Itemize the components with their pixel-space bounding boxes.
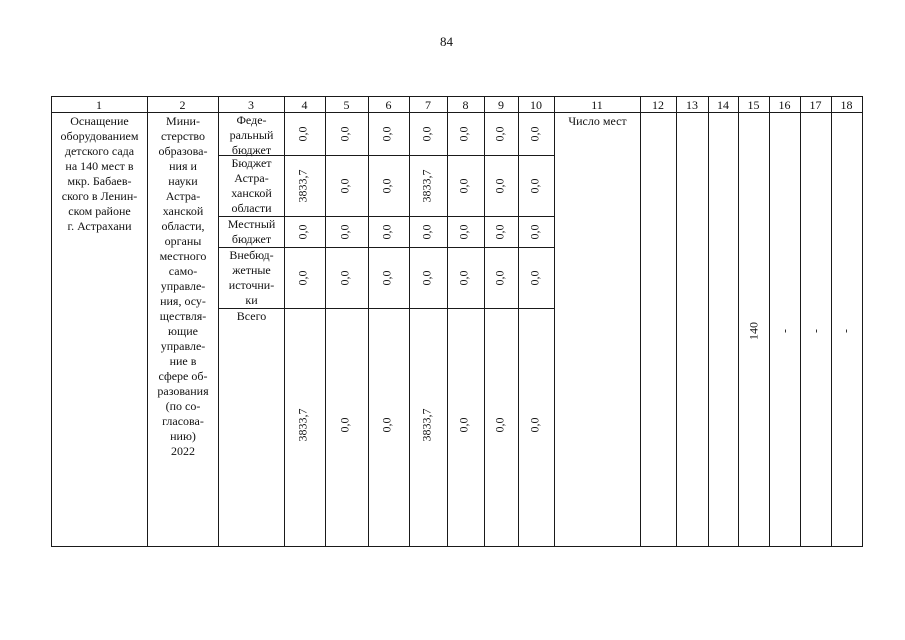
value-cell: 0,0 — [379, 417, 394, 433]
column-header: 12 — [652, 97, 664, 112]
indicator-value: 140 — [746, 322, 761, 340]
value-cell: 0,0 — [419, 224, 434, 240]
value-cell: 0,0 — [527, 126, 542, 142]
column-header: 5 — [343, 97, 350, 112]
funding-source-regional: Бюджет Астра- ханской области — [231, 156, 272, 215]
value-cell: 0,0 — [337, 126, 352, 142]
indicator-value: - — [808, 329, 823, 333]
indicator-value: - — [777, 329, 792, 333]
column-header: 6 — [385, 97, 392, 112]
value-cell: 0,0 — [419, 270, 434, 286]
column-header: 1 — [96, 97, 102, 112]
value-cell: 0,0 — [527, 224, 542, 240]
value-cell: 0,0 — [379, 178, 394, 194]
value-cell: 0,0 — [337, 270, 352, 286]
value-cell: 0,0 — [295, 224, 310, 240]
column-header: 3 — [248, 97, 254, 112]
value-cell: 0,0 — [456, 270, 471, 286]
column-header: 17 — [809, 97, 822, 112]
value-cell: 3833,7 — [295, 408, 310, 442]
funding-source-federal: Феде- ральный бюджет — [229, 113, 274, 157]
value-cell: 0,0 — [492, 178, 507, 194]
funding-source-extrabudgetary: Внебюд- жетные источни- ки — [228, 248, 275, 307]
value-cell: 3833,7 — [419, 408, 434, 442]
value-cell: 0,0 — [527, 417, 542, 433]
value-cell: 0,0 — [492, 417, 507, 433]
value-cell: 0,0 — [492, 224, 507, 240]
value-cell: 0,0 — [379, 126, 394, 142]
column-header: 9 — [498, 97, 504, 112]
funding-source-total: Всего — [236, 309, 267, 323]
funding-source-local: Местный бюджет — [227, 217, 276, 246]
value-cell: 0,0 — [492, 126, 507, 142]
column-header: 2 — [179, 97, 186, 112]
executor-cell: Мини- стерство образова- ния и науки Астра- ханской области, органы местного само- управле- ния, осу- ществля- ющие управле- ние в сфере об- разования (по со- гласова- нию) 2022 — [157, 114, 209, 458]
value-cell: 0,0 — [337, 224, 352, 240]
value-cell: 0,0 — [295, 270, 310, 286]
column-header: 4 — [301, 97, 308, 112]
value-cell: 0,0 — [492, 270, 507, 286]
column-header: 18 — [840, 97, 853, 112]
value-cell: 3833,7 — [419, 169, 434, 203]
column-header: 16 — [778, 97, 791, 112]
value-cell: 0,0 — [295, 126, 310, 142]
page-number: 84 — [440, 34, 453, 49]
column-header: 15 — [747, 97, 760, 112]
value-cell: 0,0 — [527, 178, 542, 194]
value-cell: 0,0 — [456, 224, 471, 240]
column-header: 10 — [530, 97, 542, 112]
activity-cell: Оснащение оборудованием детского сада на 140 мест в мкр. Бабаев- ского в Ленин- ском районе г. Астрахани — [60, 114, 139, 233]
value-cell: 0,0 — [419, 126, 434, 142]
value-cell: 0,0 — [379, 270, 394, 286]
column-header: 13 — [686, 97, 698, 112]
column-header: 8 — [462, 97, 469, 112]
value-cell: 0,0 — [379, 224, 394, 240]
value-cell: 0,0 — [527, 270, 542, 286]
value-cell: 0,0 — [456, 178, 471, 194]
column-header: 14 — [717, 97, 729, 112]
value-cell: 0,0 — [337, 178, 352, 194]
indicator-cell: Число мест — [568, 114, 627, 128]
value-cell: 0,0 — [337, 417, 352, 433]
value-cell: 0,0 — [456, 417, 471, 433]
value-cell: 3833,7 — [295, 169, 310, 203]
value-cell: 0,0 — [456, 126, 471, 142]
indicator-value: - — [838, 329, 853, 333]
column-header: 11 — [591, 97, 603, 112]
column-header: 7 — [425, 97, 431, 112]
